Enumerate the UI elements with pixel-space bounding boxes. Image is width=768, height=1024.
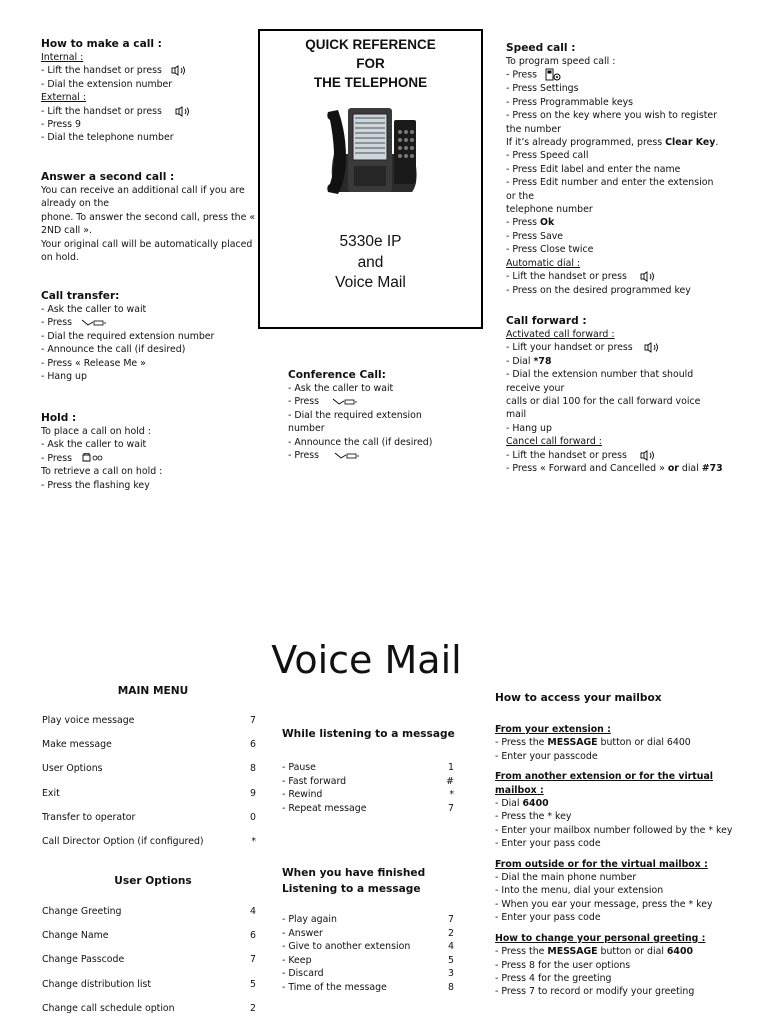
- mailbox-fx3: - When you ear your message, press the * key: [495, 898, 713, 910]
- conference-l3: - Dial the required extension: [288, 409, 422, 421]
- external-label: External :: [41, 92, 87, 104]
- quick-reference-box: [258, 29, 483, 329]
- mailbox-cg1a: - Press the: [495, 946, 548, 958]
- title-sub1: 5330e IP: [339, 233, 402, 250]
- row-label: - Repeat message: [282, 802, 367, 814]
- row-key: 2: [250, 1002, 256, 1014]
- title-line3: THE TELEPHONE: [313, 75, 428, 90]
- mailbox-cg4: - Press 7 to record or modify your greeting: [495, 986, 695, 998]
- row-label: Make message: [42, 739, 112, 751]
- row-key: #: [446, 775, 454, 787]
- row-key: 4: [448, 941, 454, 952]
- finished-row: [282, 940, 454, 953]
- from-other-label-2: mailbox :: [495, 784, 544, 796]
- call-transfer-l5: - Press « Release Me »: [41, 357, 146, 369]
- from-other-label-1: From another extension or for the virtual: [495, 771, 713, 783]
- user-options-row: [42, 978, 256, 991]
- mailbox-fx1: - Dial the main phone number: [495, 872, 637, 884]
- row-label: - Rewind: [282, 789, 323, 801]
- speed-call-l4: - Press Programmable keys: [506, 96, 634, 108]
- finished-row: [282, 927, 454, 940]
- main-menu-row: [42, 835, 256, 848]
- speed-call-l9: - Press Edit label and enter the name: [506, 163, 681, 175]
- row-key: 7: [448, 802, 454, 814]
- mailbox-fo2: - Press the * key: [495, 811, 572, 823]
- from-extension-label: From your extension :: [495, 724, 611, 735]
- hold-title: Hold :: [41, 412, 77, 424]
- row-label: User Options: [42, 763, 103, 775]
- listening-row: [282, 775, 454, 788]
- make-call-ext-l1: - Lift the handset or press: [41, 105, 162, 117]
- hold-section: [41, 411, 162, 492]
- call-forward-l7: - Hang up: [506, 422, 552, 434]
- settings-phone-icon: [544, 68, 562, 82]
- speed-call-l12: telephone number: [506, 204, 593, 216]
- speed-call-l7c: .: [715, 137, 719, 149]
- call-forward-l3: - Dial the extension number that should: [506, 369, 694, 381]
- speaker-icon: [171, 65, 187, 76]
- conference-title: Conference Call:: [288, 369, 386, 381]
- answer-second-l4: 2ND call ».: [41, 225, 92, 237]
- answer-second-l1: You can receive an additional call if you are: [41, 185, 245, 196]
- row-label: - Fast forward: [282, 775, 347, 787]
- telephone-image: [316, 102, 426, 202]
- row-key: 0: [250, 811, 256, 823]
- row-label: - Pause: [282, 762, 316, 773]
- internal-label: Internal :: [41, 52, 84, 63]
- call-forward-section: [506, 314, 723, 475]
- row-label: Play voice message: [42, 715, 135, 726]
- title-line2: FOR: [356, 56, 385, 71]
- call-transfer-l3: - Dial the required extension number: [41, 330, 215, 342]
- mailbox-code-6400-2: 6400: [666, 946, 693, 958]
- row-label: Change call schedule option: [42, 1002, 175, 1014]
- answer-second-l6: on hold.: [41, 252, 79, 264]
- transfer-icon: [334, 451, 360, 460]
- voice-mail-title: Voice Mail: [271, 638, 462, 682]
- speed-call-l1: To program speed call :: [506, 56, 616, 67]
- call-transfer-l2: - Press: [41, 317, 73, 329]
- answer-second-section: [41, 170, 255, 264]
- speed-call-clear-key: Clear Key: [665, 137, 716, 149]
- mailbox-fo4: - Enter your pass code: [495, 838, 601, 850]
- speed-call-l6: the number: [506, 123, 561, 135]
- row-label: Change distribution list: [42, 978, 152, 990]
- row-label: Change Greeting: [42, 906, 122, 917]
- speed-call-l11: or the: [506, 190, 534, 202]
- user-options-row: [42, 905, 256, 918]
- title-line1: QUICK REFERENCE: [305, 37, 436, 52]
- row-key: 3: [448, 968, 454, 979]
- automatic-dial-label: Automatic dial :: [506, 257, 581, 269]
- finished-row: [282, 954, 454, 967]
- speed-call-l14: - Press Save: [506, 230, 564, 242]
- listening-row: [282, 761, 454, 774]
- main-menu-row: [42, 714, 256, 727]
- speaker-icon: [644, 342, 660, 353]
- call-forward-l2a: - Dial: [506, 355, 534, 367]
- row-key: 6: [250, 930, 256, 942]
- user-options-row: [42, 929, 256, 942]
- call-transfer-section: [41, 289, 214, 383]
- row-key: 8: [448, 981, 454, 993]
- title-sub2: and: [357, 253, 384, 271]
- row-label: - Give to another extension: [282, 941, 411, 952]
- row-label: - Answer: [282, 927, 323, 939]
- mailbox-fe1c: button or dial 6400: [597, 737, 691, 749]
- finished-title-1: When you have finished: [282, 867, 426, 879]
- speaker-icon: [640, 271, 656, 282]
- hold-l3: - Press: [41, 452, 73, 464]
- main-menu-row: [42, 787, 256, 800]
- mailbox-cg3: - Press 4 for the greeting: [495, 972, 612, 984]
- speed-call-l7a: If it’s already programmed, press: [506, 137, 666, 149]
- row-key: 5: [448, 954, 454, 966]
- answer-second-title: Answer a second call :: [41, 171, 175, 183]
- speed-call-l5: - Press on the key where you wish to register: [506, 110, 718, 122]
- hold-l4: To retrieve a call on hold :: [41, 466, 163, 478]
- answer-second-l2: already on the: [41, 198, 110, 210]
- row-label: - Time of the message: [282, 981, 387, 993]
- mailbox-fo1a: - Dial: [495, 798, 523, 810]
- user-options-row: [42, 1002, 256, 1015]
- call-forward-title: Call forward :: [506, 315, 587, 327]
- mailbox-fx4: - Enter your pass code: [495, 912, 601, 924]
- finished-title-2: Listening to a message: [282, 883, 421, 895]
- call-forward-l9c: dial: [678, 463, 702, 475]
- conference-l4: number: [288, 423, 325, 435]
- speed-call-l17: - Press on the desired programmed key: [506, 284, 691, 296]
- call-forward-code-78: *78: [533, 355, 552, 367]
- mailbox-section: [495, 691, 732, 999]
- row-label: - Keep: [282, 954, 312, 966]
- row-label: Transfer to operator: [42, 811, 136, 823]
- speaker-icon: [640, 450, 656, 461]
- call-forward-l9a: - Press « Forward and Cancelled »: [506, 463, 668, 475]
- hold-l2: - Ask the caller to wait: [41, 439, 147, 451]
- speed-call-l16: - Lift the handset or press: [506, 271, 627, 283]
- message-key-2: MESSAGE: [547, 946, 598, 958]
- row-key: *: [449, 789, 454, 801]
- row-key: 1: [448, 762, 454, 773]
- call-forward-code-73: #73: [701, 463, 723, 475]
- call-forward-l8: - Lift the handset or press: [506, 449, 627, 461]
- user-options-title: User Options: [114, 875, 192, 887]
- row-key: 7: [250, 715, 256, 726]
- activated-forward-label: Activated call forward :: [506, 329, 615, 340]
- cancel-forward-label: Cancel call forward :: [506, 436, 602, 448]
- row-key: 8: [250, 763, 256, 775]
- finished-row: [282, 981, 454, 994]
- conference-l5: - Announce the call (if desired): [288, 436, 433, 448]
- call-forward-l5: calls or dial 100 for the call forward voice: [506, 396, 701, 408]
- call-transfer-l4: - Announce the call (if desired): [41, 344, 186, 356]
- make-call-int-l2: - Dial the extension number: [41, 78, 173, 90]
- call-transfer-title: Call transfer:: [41, 290, 120, 302]
- transfer-icon: [332, 397, 358, 406]
- title-sub3: Voice Mail: [335, 274, 406, 291]
- call-transfer-l1: - Ask the caller to wait: [41, 304, 147, 315]
- answer-second-l5: Your original call will be automatically placed: [41, 238, 253, 250]
- row-label: - Discard: [282, 968, 324, 979]
- row-key: 4: [250, 906, 256, 917]
- main-menu-title: MAIN MENU: [117, 685, 189, 697]
- transfer-icon: [81, 318, 107, 327]
- row-label: Change Passcode: [42, 954, 125, 966]
- row-key: 2: [448, 927, 454, 939]
- listening-row: [282, 802, 454, 815]
- conference-l2: - Press: [288, 396, 320, 408]
- answer-second-l3: phone. To answer the second call, press the «: [41, 211, 256, 223]
- user-options-row: [42, 953, 256, 966]
- main-menu-row: [42, 738, 256, 751]
- row-key: 5: [250, 978, 256, 990]
- change-greeting-label: How to change your personal greeting :: [495, 932, 706, 944]
- call-transfer-l6: - Hang up: [41, 371, 87, 383]
- make-call-title: How to make a call :: [41, 38, 162, 50]
- from-outside-label: From outside or for the virtual mailbox :: [495, 858, 708, 870]
- mailbox-fe2: - Enter your passcode: [495, 750, 598, 762]
- speed-call-section: [506, 41, 718, 297]
- row-key: 7: [250, 954, 256, 966]
- row-label: Exit: [42, 787, 60, 799]
- finished-row: [282, 913, 454, 926]
- row-label: Call Director Option (if configured): [42, 836, 204, 847]
- hold-icon: [81, 453, 103, 463]
- speed-call-ok: Ok: [540, 217, 555, 229]
- mailbox-fx2: - Into the menu, dial your extension: [495, 885, 664, 897]
- make-call-section: [41, 37, 191, 145]
- speed-call-l3: - Press Settings: [506, 83, 579, 95]
- make-call-int-l1: - Lift the handset or press: [41, 65, 162, 77]
- call-forward-l1: - Lift your handset or press: [506, 342, 633, 354]
- row-key: 7: [448, 914, 454, 925]
- speed-call-l15: - Press Close twice: [506, 244, 594, 256]
- conference-section: [288, 368, 432, 462]
- row-key: 6: [250, 739, 256, 751]
- make-call-ext-l3: - Dial the telephone number: [41, 132, 174, 144]
- row-label: - Play again: [282, 914, 337, 925]
- finished-row: [282, 967, 454, 980]
- speed-call-title: Speed call :: [506, 42, 576, 54]
- call-forward-l4: receive your: [506, 382, 565, 394]
- conference-l6: - Press: [288, 450, 320, 462]
- mailbox-cg1c: button or dial: [597, 946, 667, 958]
- listening-row: [282, 788, 454, 801]
- mailbox-code-6400: 6400: [522, 798, 549, 810]
- hold-l5: - Press the flashing key: [41, 479, 150, 491]
- speaker-icon: [175, 106, 191, 117]
- listening-title: While listening to a message: [282, 728, 455, 740]
- mailbox-fe1a: - Press the: [495, 737, 548, 749]
- mailbox-cg2: - Press 8 for the user options: [495, 959, 631, 971]
- row-key: *: [251, 836, 256, 847]
- hold-l1: To place a call on hold :: [41, 426, 151, 437]
- speed-call-l13a: - Press: [506, 217, 541, 229]
- mailbox-fo3: - Enter your mailbox number followed by the * key: [495, 824, 733, 836]
- make-call-ext-l2: - Press 9: [41, 119, 81, 131]
- call-forward-l6: mail: [506, 409, 527, 421]
- row-label: Change Name: [42, 930, 109, 942]
- speed-call-l2: - Press: [506, 69, 538, 81]
- call-forward-or: or: [667, 463, 679, 475]
- mailbox-title: How to access your mailbox: [495, 692, 662, 704]
- main-menu-row: [42, 811, 256, 824]
- speed-call-l10: - Press Edit number and enter the extension: [506, 177, 714, 189]
- speed-call-l8: - Press Speed call: [506, 150, 589, 162]
- main-menu-row: [42, 762, 256, 775]
- message-key-1: MESSAGE: [547, 737, 598, 749]
- row-key: 9: [250, 787, 256, 799]
- conference-l1: - Ask the caller to wait: [288, 383, 394, 394]
